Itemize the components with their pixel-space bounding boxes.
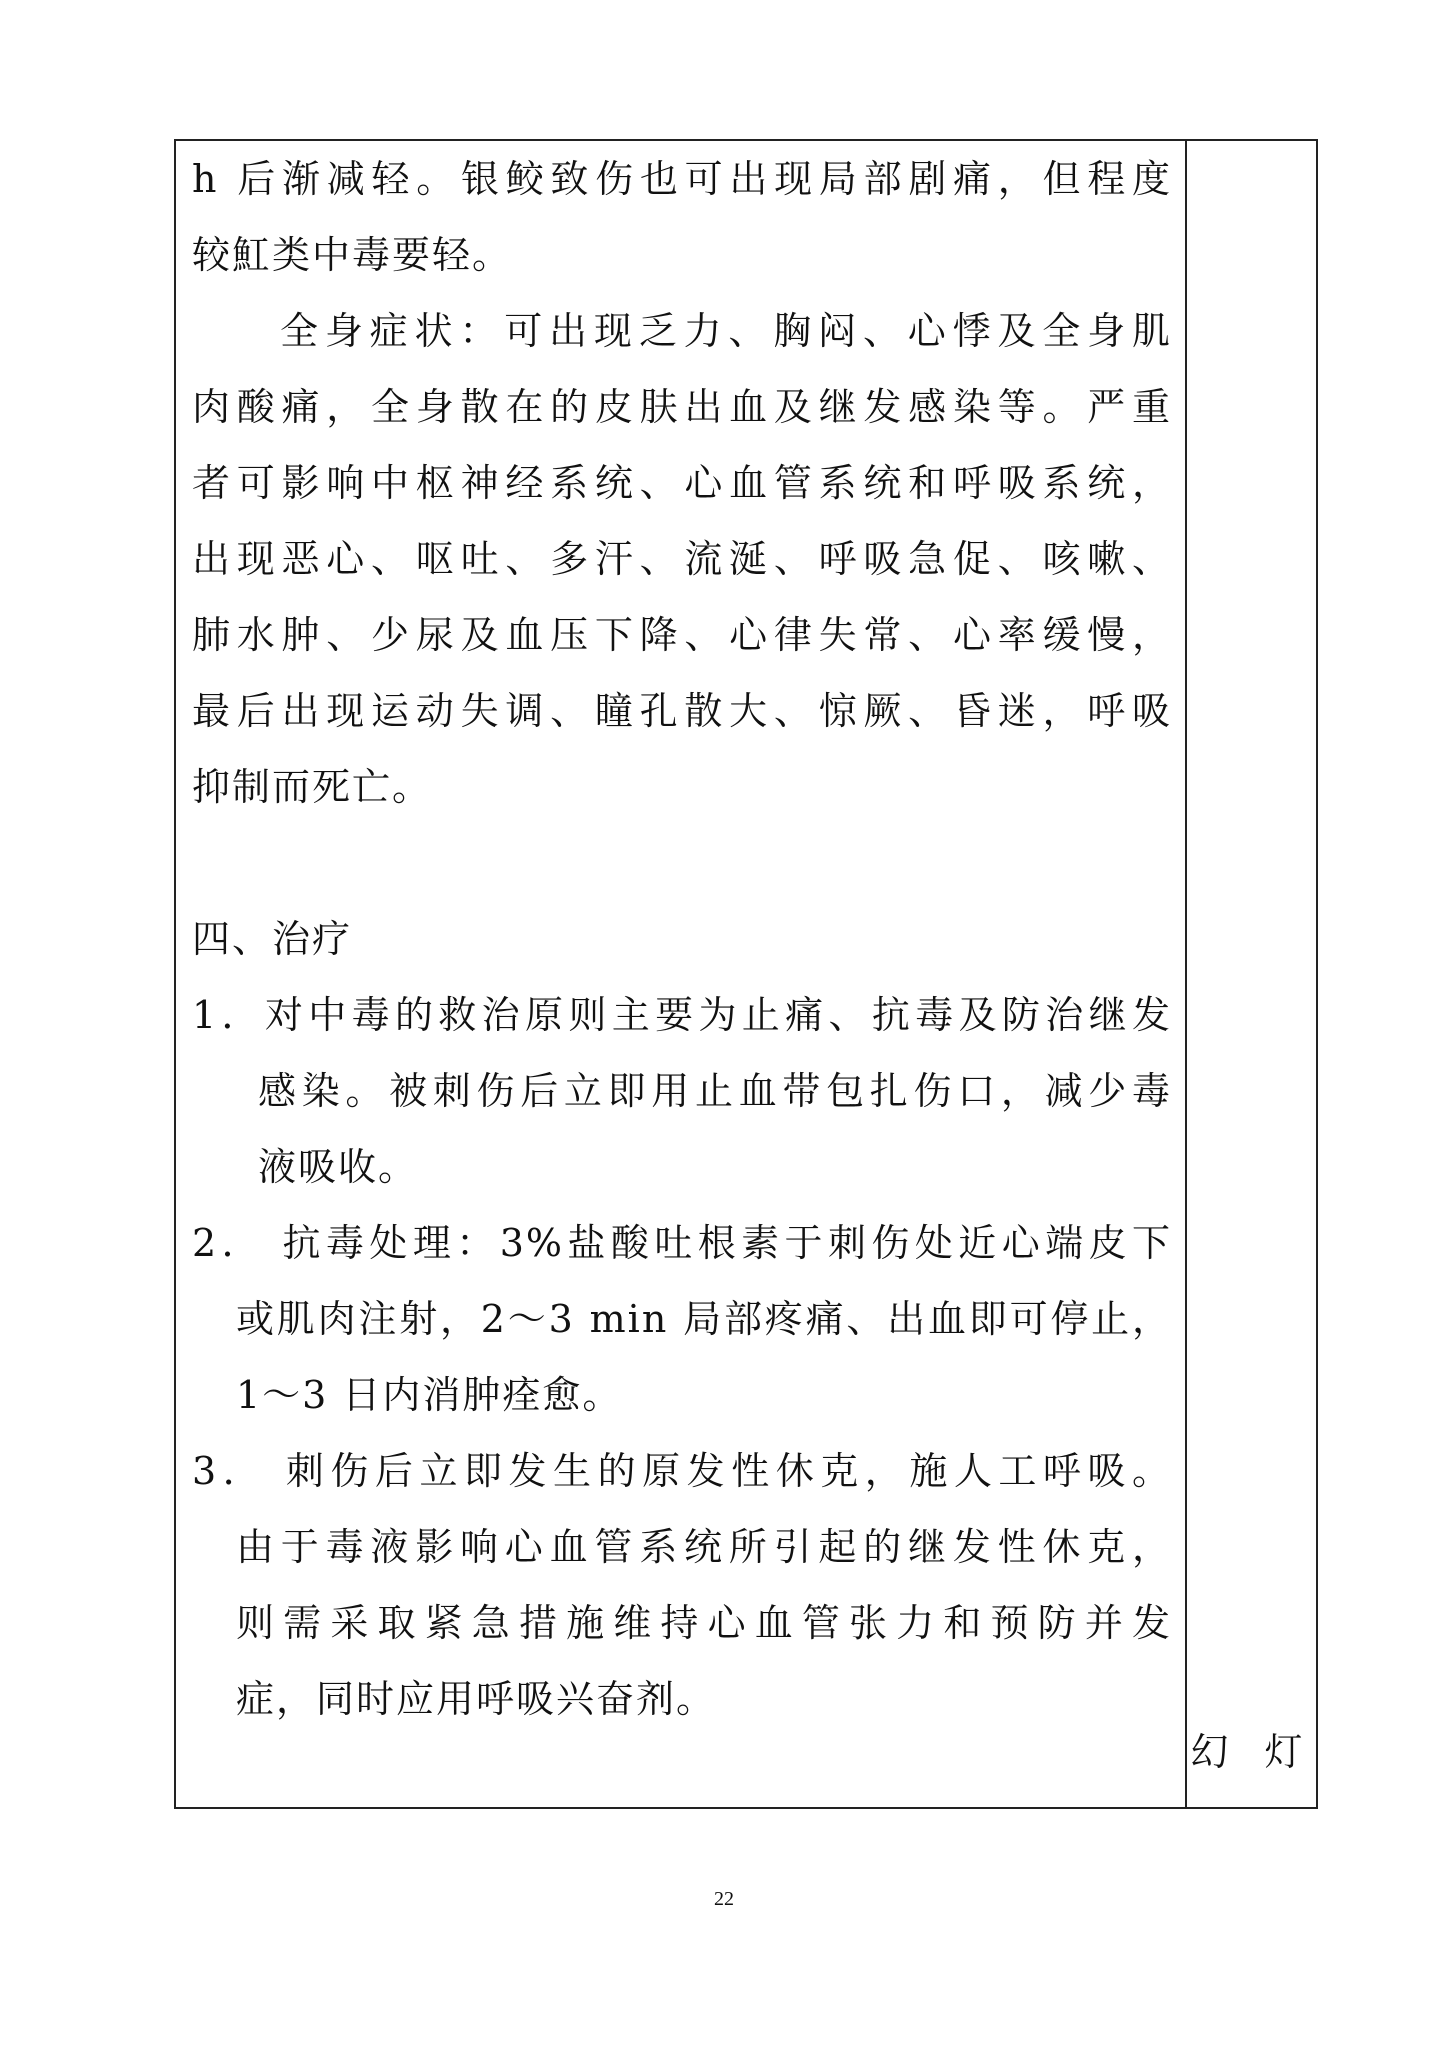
- text-line: 抑制而死亡。: [192, 765, 433, 809]
- list-item-continuation: 液吸收。: [258, 1145, 419, 1189]
- list-item: 1．对中毒的救治原则主要为止痛、抗毒及防治继发: [192, 993, 1172, 1037]
- list-item-continuation: 或肌肉注射，2～3 min 局部疼痛、出血即可停止，: [236, 1297, 1172, 1341]
- text-line: 者可影响中枢神经系统、心血管系统和呼吸系统，: [192, 461, 1172, 505]
- text-line: 全身症状：可出现乏力、胸闷、心悸及全身肌: [280, 309, 1172, 353]
- list-item: 3． 刺伤后立即发生的原发性休克，施人工呼吸。: [192, 1449, 1172, 1493]
- side-note-label: 幻 灯: [1190, 1730, 1315, 1774]
- text-line: 出现恶心、呕吐、多汗、流涎、呼吸急促、咳嗽、: [192, 537, 1172, 581]
- text-line: h 后渐减轻。银鲛致伤也可出现局部剧痛，但程度: [192, 157, 1172, 201]
- side-note-cell: [1187, 141, 1318, 1807]
- text-line: 较魟类中毒要轻。: [192, 233, 513, 277]
- list-item-continuation: 1～3 日内消肿痊愈。: [236, 1373, 623, 1417]
- section-heading: 四、治疗: [192, 917, 353, 961]
- main-text-cell: [192, 141, 1172, 1807]
- list-item-continuation: 感染。被刺伤后立即用止血带包扎伤口，减少毒: [258, 1069, 1172, 1113]
- text-line: 肺水肿、少尿及血压下降、心律失常、心率缓慢，: [192, 613, 1172, 657]
- list-item: 2． 抗毒处理：3%盐酸吐根素于刺伤处近心端皮下: [192, 1221, 1172, 1265]
- content-table: [174, 139, 1318, 1809]
- list-item-continuation: 症，同时应用呼吸兴奋剂。: [236, 1677, 717, 1721]
- list-item-continuation: 由于毒液影响心血管系统所引起的继发性休克，: [236, 1525, 1172, 1569]
- text-line: 肉酸痛，全身散在的皮肤出血及继发感染等。严重: [192, 385, 1172, 429]
- text-line: 最后出现运动失调、瞳孔散大、惊厥、昏迷，呼吸: [192, 689, 1172, 733]
- list-item-continuation: 则需采取紧急措施维持心血管张力和预防并发: [236, 1601, 1172, 1645]
- page-number: 22: [714, 1888, 734, 1910]
